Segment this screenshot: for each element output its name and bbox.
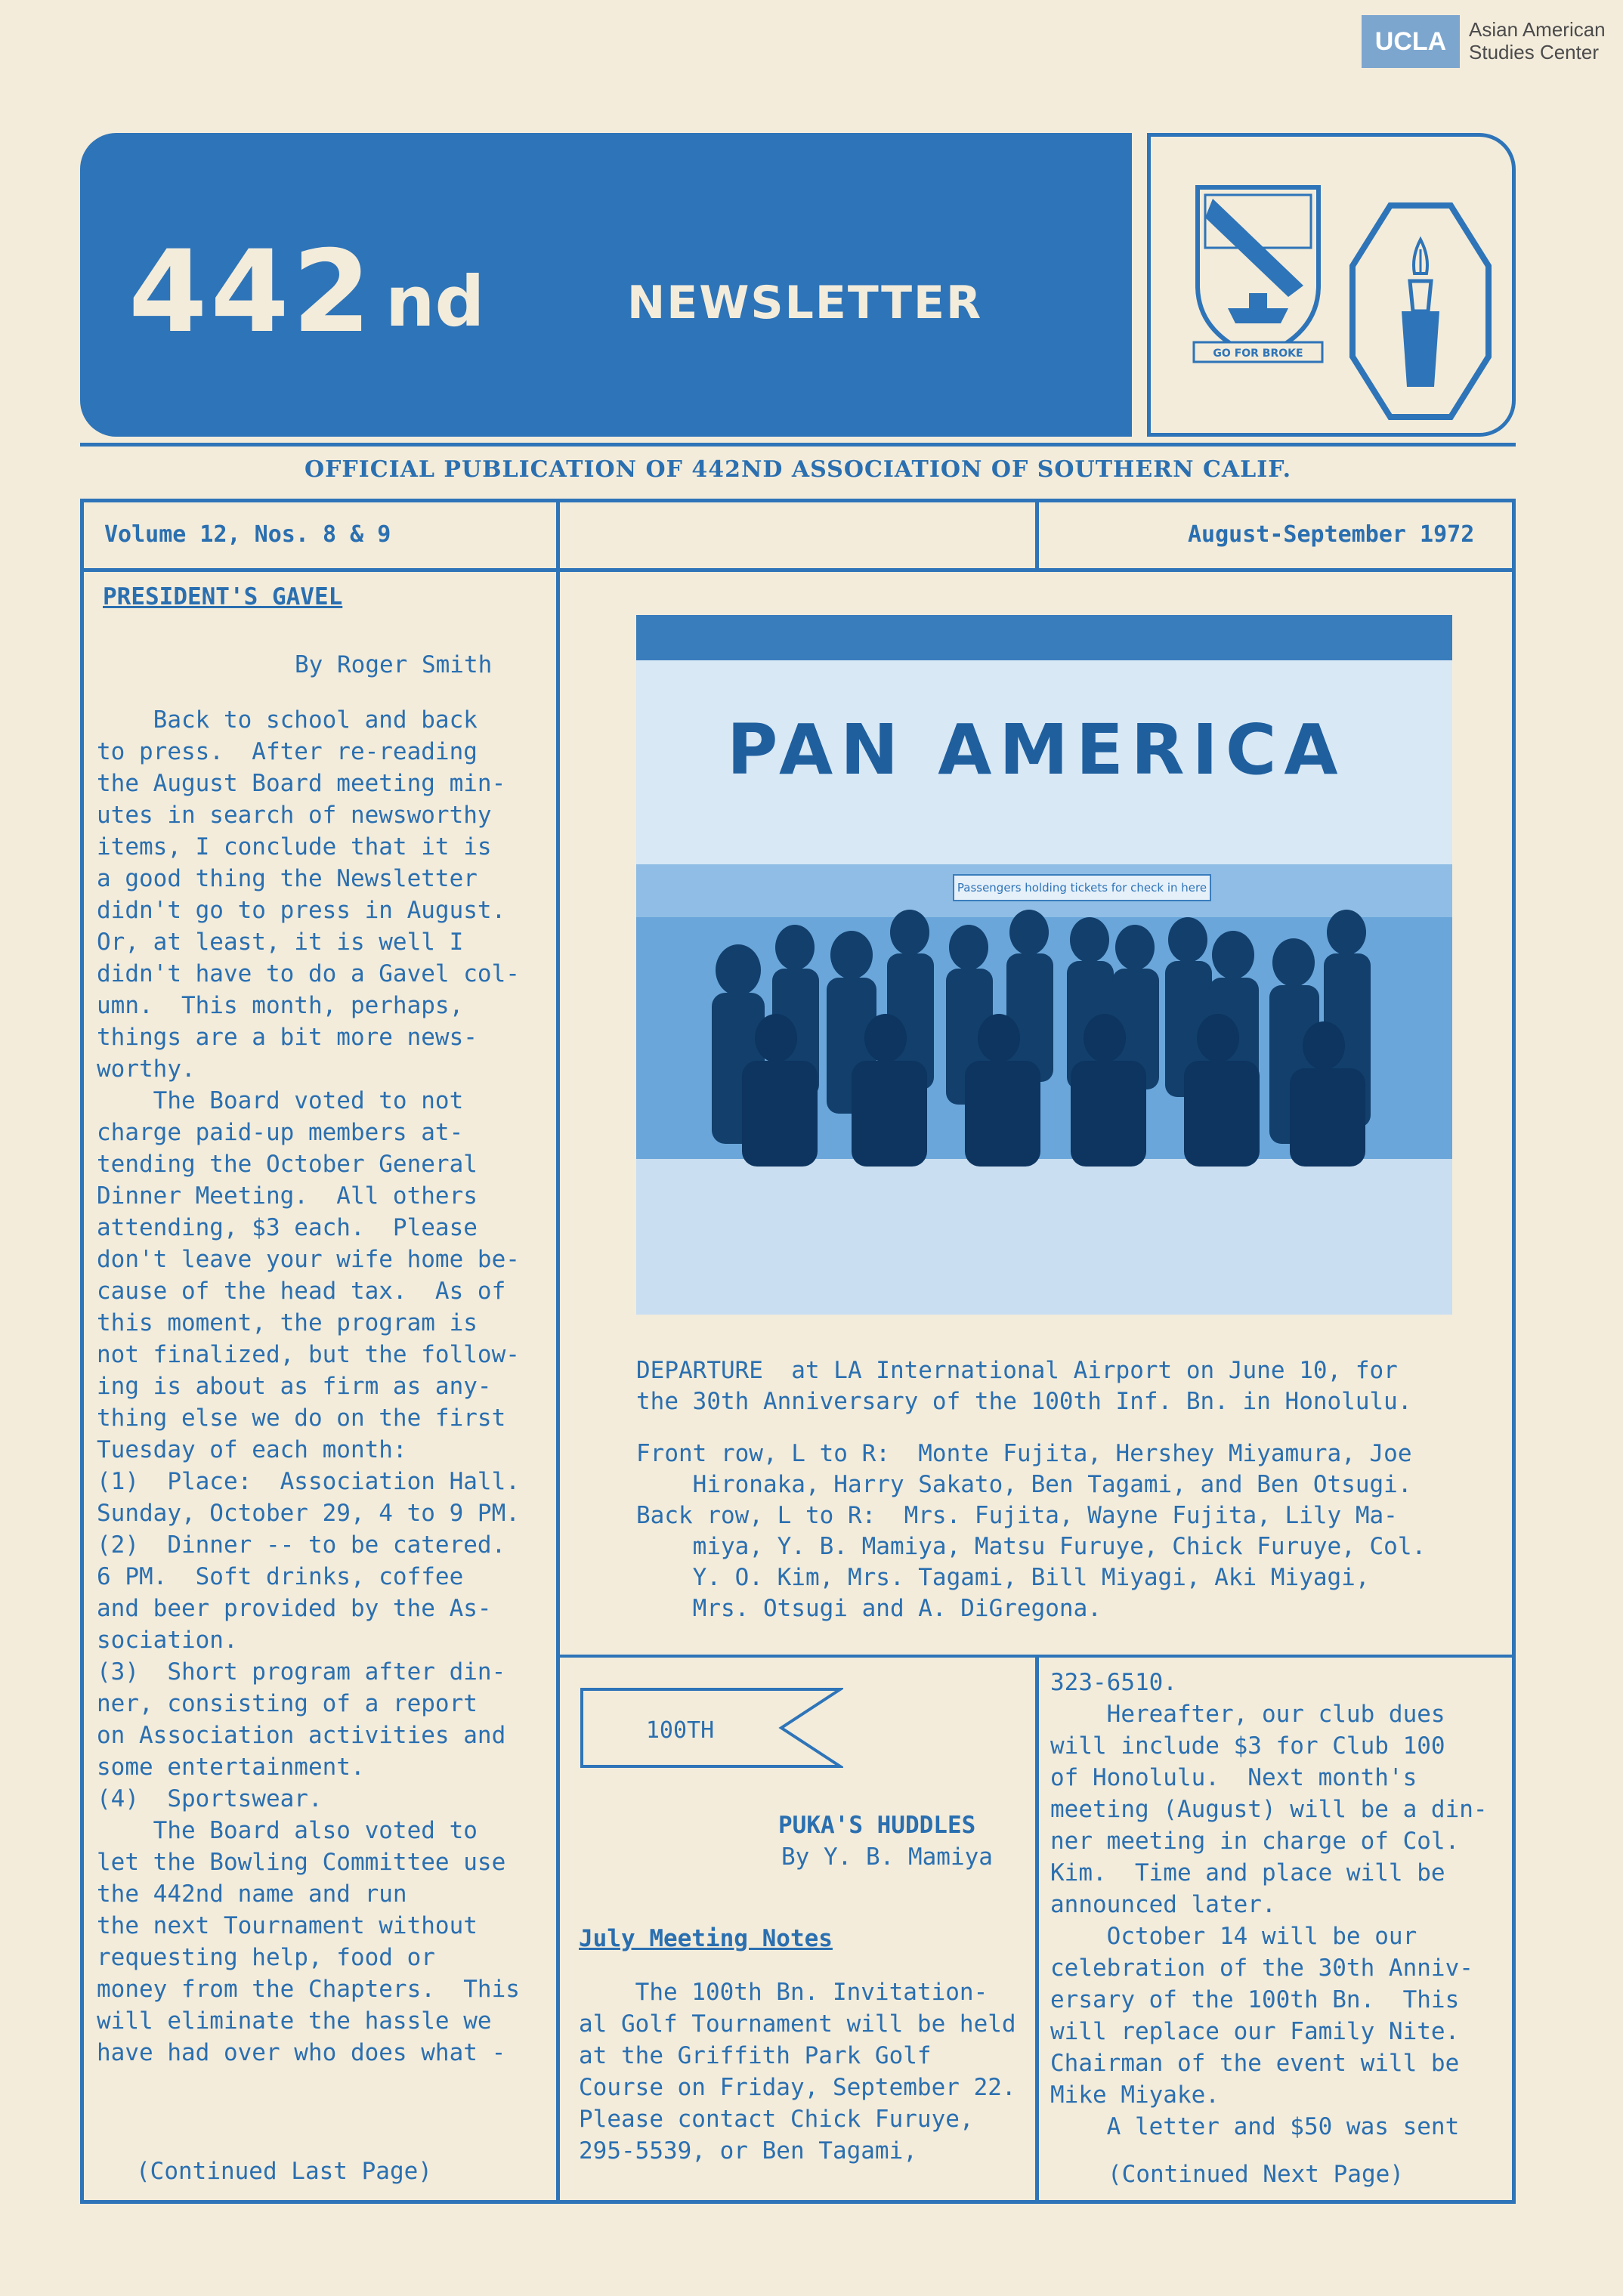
president-body-line: items, I conclude that it is (97, 833, 492, 861)
president-body-line: Dinner Meeting. All others (97, 1182, 478, 1210)
president-body-line: umn. This month, perhaps, (97, 992, 464, 1019)
frame-right-rule (1512, 499, 1516, 2204)
president-body-line: to press. After re-reading (97, 738, 478, 765)
president-body-line: this moment, the program is (97, 1309, 478, 1337)
president-body-line: ner, consisting of a report (97, 1690, 478, 1717)
president-body-line: some entertainment. (97, 1754, 365, 1781)
president-body-line: (1) Place: Association Hall. (97, 1468, 520, 1495)
photo-caption-names (636, 1438, 1426, 1624)
photo-caption (636, 1355, 1412, 1417)
puka-body-line: al Golf Tournament will be held (579, 2010, 1016, 2038)
president-body-line: not finalized, but the follow- (97, 1341, 520, 1368)
president-body-line: worthy. (97, 1055, 196, 1083)
president-body-line: money from the Chapters. This (97, 1976, 520, 2003)
photo-sign: PAN AMERICA (727, 709, 1346, 790)
right-column-line: A letter and $50 was sent (1050, 2113, 1460, 2140)
header-bottom-rule (80, 568, 1516, 572)
president-body-line: utes in search of newsworthy (97, 802, 492, 829)
caption-line: the 30th Anniversary of the 100th Inf. Bn. in Honolulu. (636, 1388, 1412, 1415)
president-body-line: Sunday, October 29, 4 to 9 PM. (97, 1500, 520, 1527)
subtitle: OFFICIAL PUBLICATION OF 442ND ASSOCIATION OF SOUTHERN CALIF. (304, 456, 1292, 483)
pennant-flag-icon (579, 1686, 843, 1769)
right-column-line: will include $3 for Club 100 (1050, 1732, 1445, 1760)
right-column-line: announced later. (1050, 1891, 1276, 1918)
president-body-line: requesting help, food or (97, 1944, 435, 1971)
president-body-line: don't leave your wife home be- (97, 1246, 520, 1273)
caption-names-line: Front row, L to R: Monte Fujita, Hershey Miyamura, Joe (636, 1440, 1412, 1467)
president-body (97, 704, 520, 2069)
shield-crest-icon (1182, 172, 1334, 376)
president-body-line: the 442nd name and run (97, 1880, 407, 1908)
header-divider (1035, 499, 1039, 572)
flag-label: 100TH (645, 1717, 715, 1744)
right-column-body (1050, 1667, 1488, 2143)
issue-date: August-September 1972 (1188, 521, 1475, 548)
caption-names-line: Hironaka, Harry Sakato, Ben Tagami, and Ben Otsugi. (636, 1471, 1412, 1498)
title-number: 442 (128, 227, 375, 358)
ucla-center-name: Asian American Studies Center (1469, 18, 1606, 63)
president-body-line: Tuesday of each month: (97, 1436, 407, 1463)
president-byline: By Roger Smith (295, 651, 493, 678)
puka-byline: By Y. B. Mamiya (781, 1843, 993, 1871)
ucla-badge (1362, 15, 1615, 68)
column-divider-2 (1035, 1655, 1039, 2204)
puka-heading: PUKA'S HUDDLES (778, 1812, 976, 1839)
right-column-line: Kim. Time and place will be (1050, 1859, 1445, 1887)
right-column-line: Chairman of the event will be (1050, 2050, 1460, 2077)
president-heading: PRESIDENT'S GAVEL (103, 583, 343, 610)
right-column-line: meeting (August) will be a din- (1050, 1796, 1488, 1823)
president-body-line: Or, at least, it is well I (97, 929, 464, 956)
masthead-rule (80, 443, 1516, 447)
frame-left-rule (80, 499, 84, 2204)
caption-bottom-rule (560, 1655, 1512, 1658)
president-body-line: thing else we do on the first (97, 1404, 506, 1432)
puka-body-line: at the Griffith Park Golf (579, 2042, 932, 2069)
president-body-line: tending the October General (97, 1151, 478, 1178)
crest-motto: GO FOR BROKE (1213, 348, 1303, 360)
right-column-line: ersary of the 100th Bn. This (1050, 1986, 1460, 2013)
president-body-line: ing is about as firm as any- (97, 1373, 492, 1400)
title-word: NEWSLETTER (627, 277, 983, 329)
president-body-line: the next Tournament without (97, 1912, 478, 1939)
puka-body-line: Please contact Chick Furuye, (579, 2106, 974, 2133)
president-body-line: a good thing the Newsletter (97, 865, 478, 892)
right-column-line: October 14 will be our (1050, 1923, 1417, 1950)
right-column-line: ner meeting in charge of Col. (1050, 1828, 1460, 1855)
president-body-line: attending, $3 each. Please (97, 1214, 478, 1241)
puka-body-line: Course on Friday, September 22. (579, 2074, 1016, 2101)
title-suffix: nd (385, 261, 485, 342)
frame-bottom-rule (80, 2200, 1516, 2204)
caption-names-line: miya, Y. B. Mamiya, Matsu Furuye, Chick Furuye, Col. (636, 1533, 1427, 1560)
president-body-line: sociation. (97, 1627, 238, 1654)
president-body-line: didn't have to do a Gavel col- (97, 960, 520, 987)
caption-line: DEPARTURE at LA International Airport on June 10, for (636, 1357, 1398, 1384)
right-column-line: Hereafter, our club dues (1050, 1701, 1445, 1728)
puka-body-line: The 100th Bn. Invitation- (579, 1979, 988, 2006)
puka-subheading: July Meeting Notes (579, 1925, 833, 1952)
caption-names-line: Mrs. Otsugi and A. DiGregona. (636, 1595, 1102, 1622)
puka-body (579, 1976, 1016, 2167)
president-body-line: Back to school and back (97, 706, 478, 734)
issue-volume: Volume 12, Nos. 8 & 9 (104, 521, 391, 548)
president-body-line: have had over who does what - (97, 2039, 506, 2066)
president-body-line: and beer provided by the As- (97, 1595, 492, 1622)
president-body-line: will eliminate the hassle we (97, 2007, 492, 2035)
president-body-line: things are a bit more news- (97, 1024, 478, 1051)
president-continued: (Continued Last Page) (136, 2158, 432, 2185)
president-body-line: (4) Sportswear. (97, 1785, 323, 1812)
ucla-logo: UCLA (1362, 15, 1460, 68)
president-body-line: The Board also voted to (97, 1817, 478, 1844)
caption-names-line: Back row, L to R: Mrs. Fujita, Wayne Fujita, Lily Ma- (636, 1502, 1398, 1529)
photo-subsign: Passengers holding tickets for check in here (957, 881, 1207, 895)
president-body-line: 6 PM. Soft drinks, coffee (97, 1563, 464, 1590)
departure-photo (636, 615, 1452, 1315)
torch-hexagon-icon (1345, 198, 1496, 425)
president-body-line: let the Bowling Committee use (97, 1849, 506, 1876)
president-body-line: didn't go to press in August. (97, 897, 506, 924)
president-body-line: (3) Short program after din- (97, 1658, 506, 1686)
right-column-line: Mike Miyake. (1050, 2081, 1220, 2109)
caption-names-line: Y. O. Kim, Mrs. Tagami, Bill Miyagi, Aki Miyagi, (636, 1564, 1370, 1591)
frame-top-rule (80, 499, 1516, 502)
column-divider-1 (556, 499, 560, 2204)
president-body-line: charge paid-up members at- (97, 1119, 464, 1146)
right-column-line: celebration of the 30th Anniv- (1050, 1955, 1473, 1982)
right-column-continued: (Continued Next Page) (1108, 2161, 1404, 2188)
puka-body-line: 295-5539, or Ben Tagami, (579, 2137, 917, 2165)
right-column-line: of Honolulu. Next month's (1050, 1764, 1417, 1791)
president-body-line: The Board voted to not (97, 1087, 464, 1114)
president-body-line: cause of the head tax. As of (97, 1278, 506, 1305)
right-column-line: will replace our Family Nite. (1050, 2018, 1460, 2045)
president-body-line: the August Board meeting min- (97, 770, 506, 797)
president-body-line: (2) Dinner -- to be catered. (97, 1531, 506, 1559)
right-column-line: 323-6510. (1050, 1669, 1177, 1696)
president-body-line: on Association activities and (97, 1722, 506, 1749)
